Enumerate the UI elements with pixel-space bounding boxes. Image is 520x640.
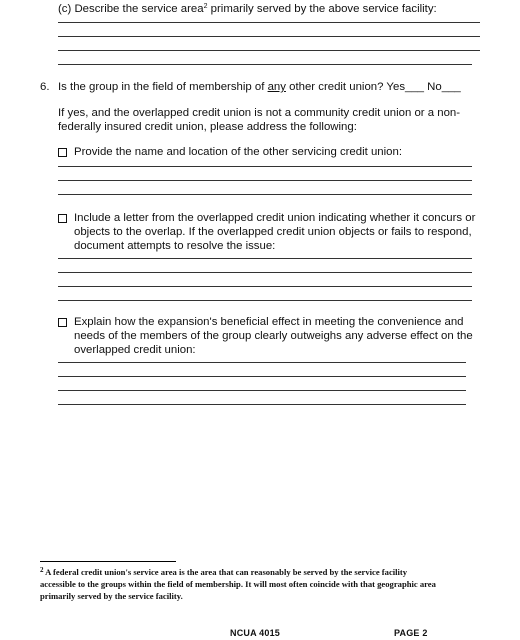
footnote-separator [40,561,176,562]
form-number: NCUA 4015 [230,628,280,638]
question-6-intro-line-2: federally insured credit union, please address the following: [58,121,357,133]
item-3-text-line-2: needs of the members of the group clearly outweighs any adverse effect on the [74,330,473,342]
item-2-text-line-1: Include a letter from the overlapped credit union indicating whether it concurs or [74,212,476,224]
answer-line[interactable] [58,166,472,167]
item-3-text-line-3: overlapped credit union: [74,344,196,356]
answer-line[interactable] [58,362,466,363]
answer-line[interactable] [58,272,472,273]
answer-line[interactable] [58,404,466,405]
answer-line[interactable] [58,258,472,259]
answer-line[interactable] [58,390,466,391]
item-2-text-line-2: objects to the overlap. If the overlapped credit union objects or fails to respond, [74,226,472,238]
answer-line[interactable] [58,376,466,377]
answer-line[interactable] [58,180,472,181]
footnote-line-3: primarily served by the service facility. [40,591,183,601]
footnote-line-2: accessible to the groups within the field of membership. It will most often coincide with that geographic area [40,579,436,589]
checkbox-overlap-letter[interactable] [58,214,67,223]
answer-line[interactable] [58,64,472,65]
item-3-text-line-1: Explain how the expansion's beneficial effect in meeting the convenience and [74,316,464,328]
answer-line[interactable] [58,36,480,37]
answer-line[interactable] [58,22,480,23]
answer-line[interactable] [58,194,472,195]
checkbox-beneficial-effect[interactable] [58,318,67,327]
item-2-text-line-3: document attempts to resolve the issue: [74,240,276,252]
checkbox-name-location[interactable] [58,148,67,157]
answer-line[interactable] [58,300,472,301]
item-1-text: Provide the name and location of the other servicing credit union: [74,146,402,158]
footnote-line-1: $^2$ A federal credit union's service area is the area that can reasonably be served by the service facility [40,566,408,577]
answer-line[interactable] [58,50,480,51]
question-c: (c) Describe the service area$^2$ primarily served by the above service facility: [58,3,437,15]
question-6-number: 6. [40,81,50,93]
page-number: PAGE 2 [394,628,428,638]
question-6-text: Is the group in the field of membership of any other credit union? Yes___ No___ [58,81,461,93]
question-6-intro-line-1: If yes, and the overlapped credit union is not a community credit union or a non- [58,107,461,119]
answer-line[interactable] [58,286,472,287]
